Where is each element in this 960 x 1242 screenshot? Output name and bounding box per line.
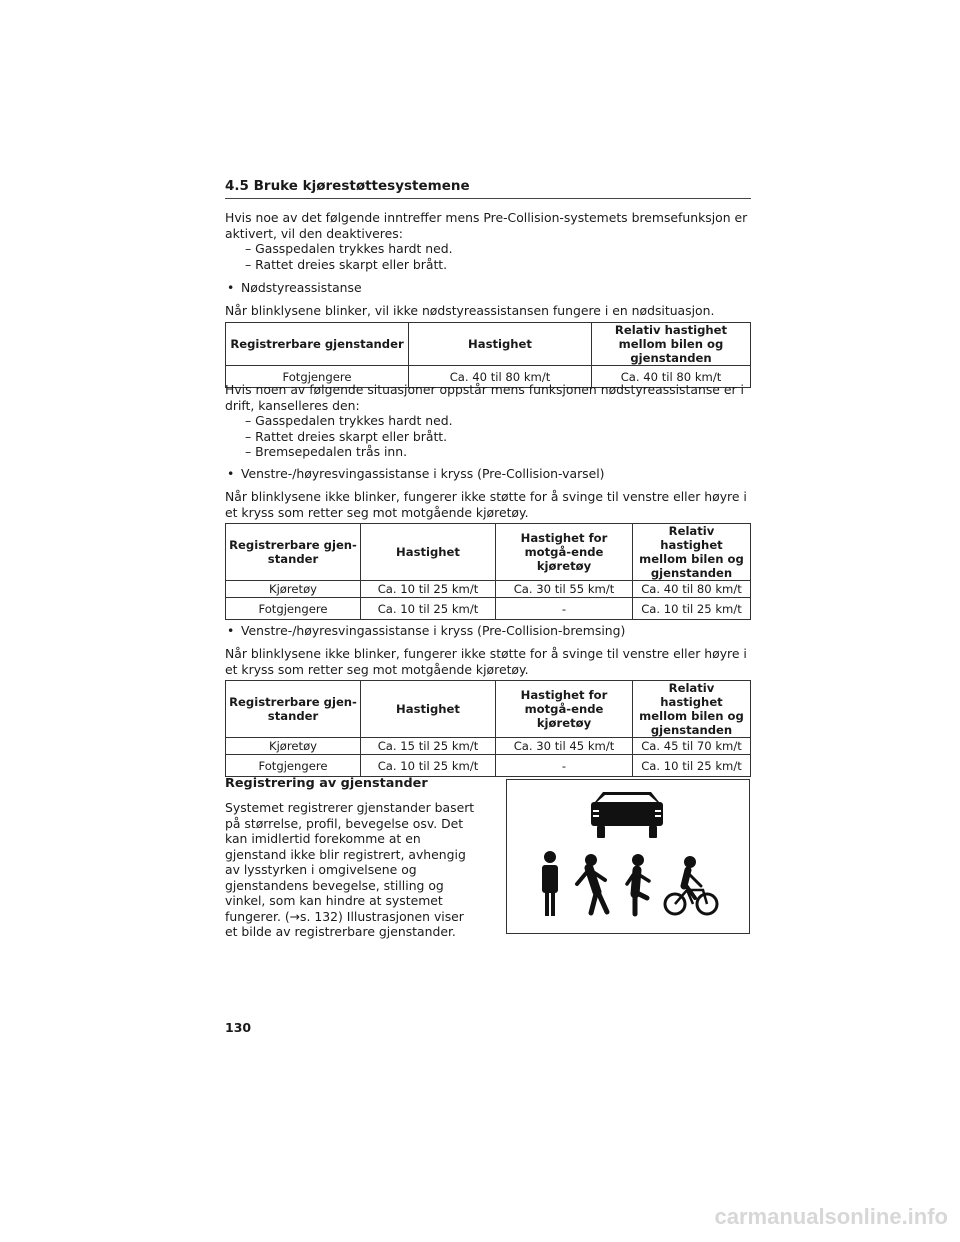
table-header-cell: Relativ hastighet mellom bilen og gjenstanden xyxy=(592,323,751,366)
table-cell: Ca. 10 til 25 km/t xyxy=(361,581,496,598)
table-cell: Kjøretøy xyxy=(226,738,361,755)
table-row xyxy=(226,598,751,620)
child-pedestrian-icon xyxy=(627,854,649,914)
paragraph-turn-assist-braking: Når blinklysene ikke blinker, fungerer ikke støtte for å svinge til venstre eller høyre i et kryss som retter seg mot motgående kjøretøy. xyxy=(225,646,747,677)
table-cell: Fotgjengere xyxy=(226,366,409,388)
table-cell: Ca. 10 til 25 km/t xyxy=(633,598,751,620)
table-cell: Ca. 30 til 45 km/t xyxy=(496,738,633,755)
paragraph-emergency-steering: Når blinklysene blinker, vil ikke nødstyreassistansen fungere i en nødsituasjon. xyxy=(225,303,715,318)
table-cell: Ca. 40 til 80 km/t xyxy=(409,366,592,388)
table-cell: - xyxy=(496,755,633,777)
table-cell: Ca. 30 til 55 km/t xyxy=(496,581,633,598)
table-emergency-steering xyxy=(225,322,751,388)
table-row xyxy=(226,581,751,598)
table-cell: Ca. 10 til 25 km/t xyxy=(361,755,496,777)
table-cell: Fotgjengere xyxy=(226,598,361,620)
table-header-cell: Hastighet xyxy=(361,524,496,581)
table-turn-assist-braking xyxy=(225,680,751,777)
illustration-svg xyxy=(507,780,749,933)
table-header-cell: Hastighet for motgå-ende kjøretøy xyxy=(496,681,633,738)
bullet-text: Venstre-/høyresvingassistanse i kryss (Pre-Collision-varsel) xyxy=(241,466,605,481)
bullet-text: Nødstyreassistanse xyxy=(241,280,362,295)
paragraph-cancel-conditions xyxy=(225,382,751,460)
bullet-turn-assist-warning xyxy=(225,466,751,482)
table-cell: Ca. 10 til 25 km/t xyxy=(361,598,496,620)
detection-paragraph: Systemet registrerer gjenstander basert på størrelse, profil, bevegelse osv. Det kan imidlertid forekomme at en gjenstand ikke blir registrert, avhengig av lysstyrken i omgivelsene og gjenstandens bevegelse, stilling og vinkel, som kan hindre at systemet fungerer. (→s. 132) Illustrasjonen viser et bilde av registrerbare gjenstander. xyxy=(225,800,475,939)
list-item: – Rattet dreies skarpt eller brått. xyxy=(245,428,448,444)
table-turn-assist-warning xyxy=(225,523,751,620)
list-item: – Bremsepedalen trås inn. xyxy=(245,444,408,459)
table-cell: Ca. 15 til 25 km/t xyxy=(361,738,496,755)
bullet-text: Venstre-/høyresvingassistanse i kryss (Pre-Collision-bremsing) xyxy=(241,623,626,638)
table-header-row xyxy=(226,681,751,738)
table-header-cell: Relativ hastighet mellom bilen og gjenstanden xyxy=(633,681,751,738)
list-item: – Rattet dreies skarpt eller brått. xyxy=(245,256,448,272)
walking-pedestrian-icon xyxy=(577,854,607,913)
table-cell: Ca. 40 til 80 km/t xyxy=(633,581,751,598)
cancel-text: Hvis noen av følgende situasjoner oppstår mens funksjonen nødstyreassistanse er i drift, kanselleres den: xyxy=(225,382,744,413)
car-icon xyxy=(591,792,663,838)
table-header-cell: Relativ hastighet mellom bilen og gjenstanden xyxy=(633,524,751,581)
table-header-cell: Registrerbare gjen-stander xyxy=(226,681,361,738)
table-header-row xyxy=(226,524,751,581)
list-item: – Gasspedalen trykkes hardt ned. xyxy=(245,413,453,428)
bullet-turn-assist-braking xyxy=(225,623,751,639)
table-row xyxy=(226,755,751,777)
cyclist-icon xyxy=(665,856,717,914)
table-cell: Ca. 45 til 70 km/t xyxy=(633,738,751,755)
table-cell: Ca. 40 til 80 km/t xyxy=(592,366,751,388)
paragraph-turn-assist-warning: Når blinklysene ikke blinker, fungerer ikke støtte for å svinge til venstre eller høyre i et kryss som retter seg mot motgående kjøretøy. xyxy=(225,489,747,520)
bullet-emergency-steering xyxy=(225,280,751,296)
table-cell: Kjøretøy xyxy=(226,581,361,598)
watermark: carmanualsonline.info xyxy=(714,1204,948,1229)
page-number: 130 xyxy=(225,1020,252,1035)
detectable-objects-illustration xyxy=(506,779,750,934)
table-header-cell: Hastighet xyxy=(361,681,496,738)
table-header-cell: Hastighet for motgå-ende kjøretøy xyxy=(496,524,633,581)
table-cell: Fotgjengere xyxy=(226,755,361,777)
detection-heading: Registrering av gjenstander xyxy=(225,776,428,791)
table-header-cell: Registrerbare gjen-stander xyxy=(226,524,361,581)
intro-paragraph xyxy=(225,210,751,272)
standing-pedestrian-icon xyxy=(542,851,558,916)
table-row xyxy=(226,738,751,755)
table-header-row xyxy=(226,323,751,366)
table-header-cell: Hastighet xyxy=(409,323,592,366)
table-cell: Ca. 10 til 25 km/t xyxy=(633,755,751,777)
section-title: 4.5 Bruke kjørestøttesystemene xyxy=(225,178,751,199)
table-cell: - xyxy=(496,598,633,620)
table-header-cell: Registrerbare gjenstander xyxy=(226,323,409,366)
list-item: – Gasspedalen trykkes hardt ned. xyxy=(245,241,453,256)
intro-text: Hvis noe av det følgende inntreffer mens Pre-Collision-systemets bremsefunksjon er aktivert, vil den deaktiveres: xyxy=(225,210,748,241)
